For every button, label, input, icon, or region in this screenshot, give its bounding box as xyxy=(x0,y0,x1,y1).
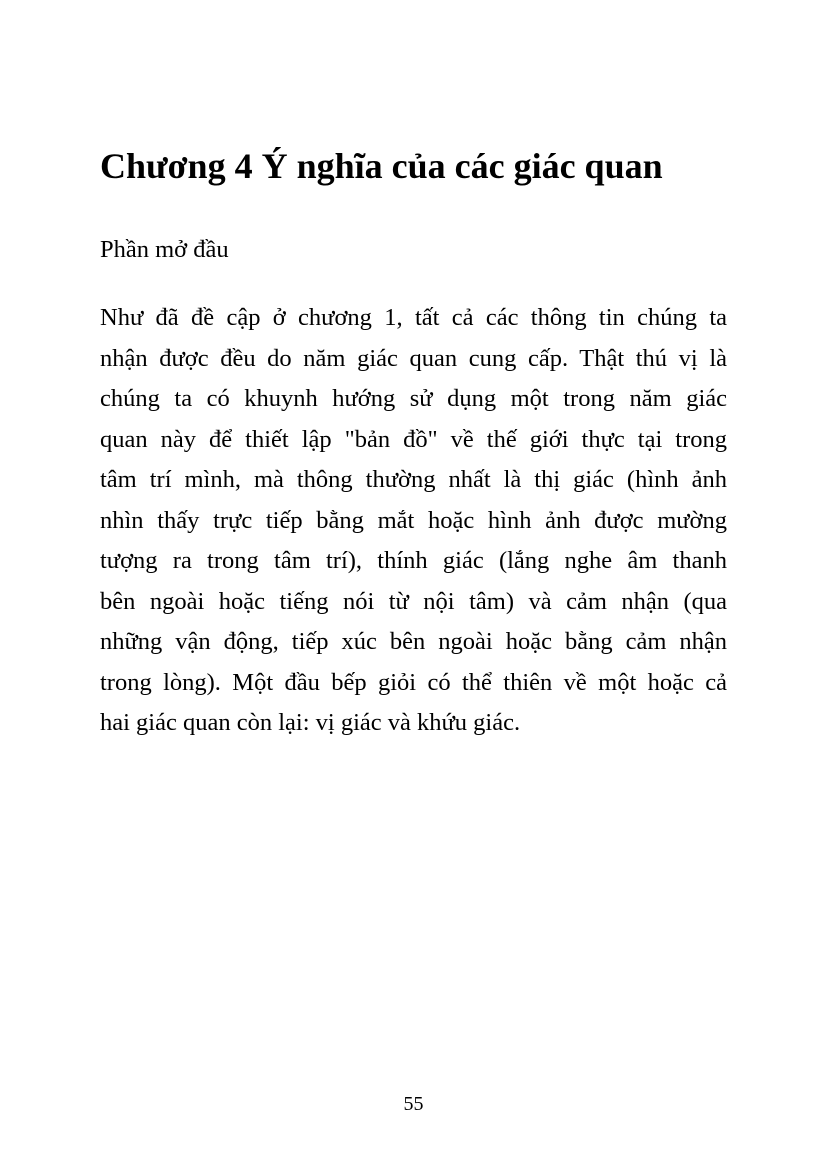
paragraph-line: tượng ra trong tâm trí), thính giác (lắng nghe âm thanh xyxy=(100,547,727,574)
paragraph-line: trong lòng). Một đầu bếp giỏi có thể thiên về một hoặc cả xyxy=(100,668,727,696)
section-heading: Phần mở đầu xyxy=(100,236,229,263)
paragraph-line: Như đã đề cập ở chương 1, tất cả các thông tin chúng ta xyxy=(100,304,727,331)
page-number: 55 xyxy=(403,1093,424,1115)
paragraph-line: nhận được đều do năm giác quan cung cấp. Thật thú vị là xyxy=(100,344,727,372)
paragraph-line: những vận động, tiếp xúc bên ngoài hoặc bằng cảm nhận xyxy=(100,628,727,655)
paragraph-line: chúng ta có khuynh hướng sử dụng một trong năm giác xyxy=(100,385,727,412)
chapter-title: Chương 4 Ý nghĩa của các giác quan xyxy=(100,146,663,186)
paragraph-line: nhìn thấy trực tiếp bằng mắt hoặc hình ảnh được mường xyxy=(100,506,727,534)
paragraph-line: hai giác quan còn lại: vị giác và khứu giác. xyxy=(100,709,521,736)
body-paragraph xyxy=(100,298,727,744)
paragraph-line: quan này để thiết lập "bản đồ" về thế giới thực tại trong xyxy=(100,425,727,453)
paragraph-line: tâm trí mình, mà thông thường nhất là thị giác (hình ảnh xyxy=(100,466,727,493)
paragraph-line: bên ngoài hoặc tiếng nói từ nội tâm) và cảm nhận (qua xyxy=(100,587,727,615)
